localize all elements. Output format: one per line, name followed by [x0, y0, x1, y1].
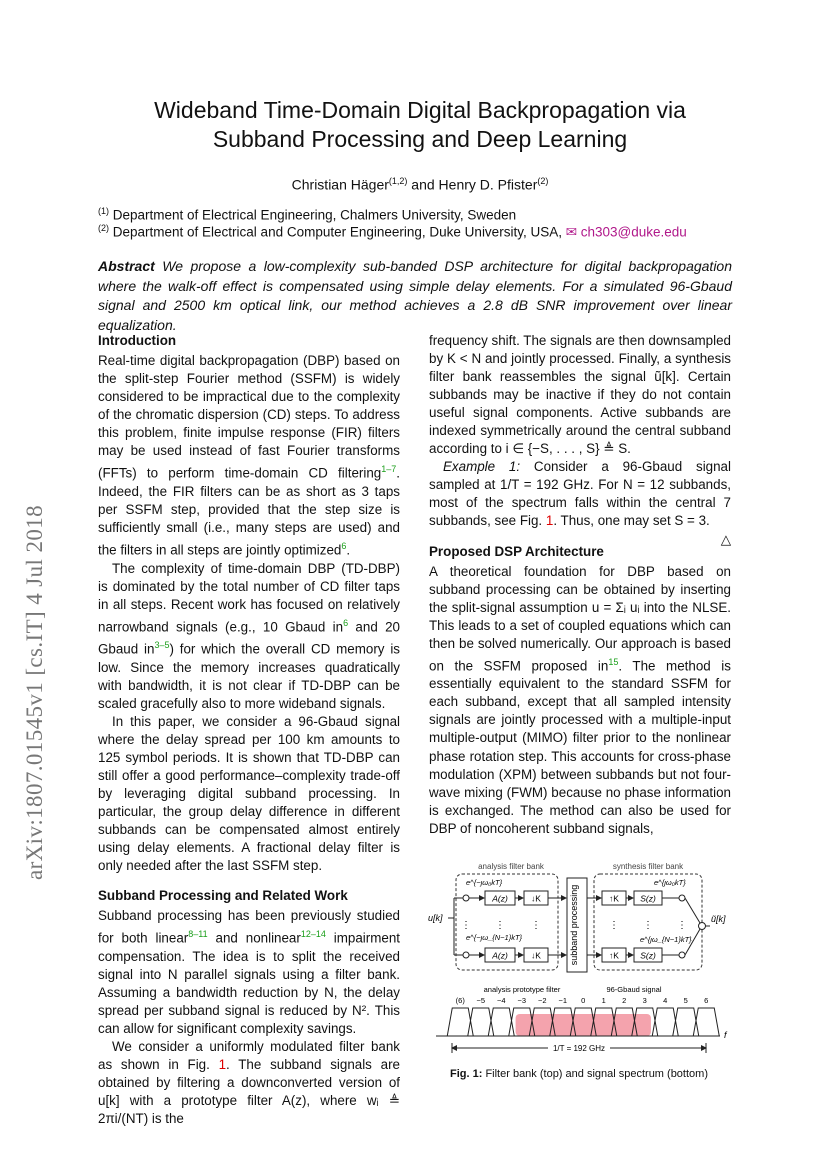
subband-index-label: −3	[517, 996, 527, 1005]
subband-filter-shape	[488, 1008, 514, 1036]
citation-link[interactable]: 8–11	[188, 929, 208, 940]
mixer-icon	[463, 895, 469, 901]
prototype-filter-caption: analysis prototype filter	[483, 985, 561, 994]
arxiv-stamp: arXiv:1807.01545v1 [cs.IT] 4 Jul 2018	[22, 504, 47, 880]
ellipsis-dots: ⋮	[531, 920, 541, 931]
abstract-label: Abstract	[98, 258, 155, 274]
signal-spectrum-region	[516, 1014, 651, 1036]
subband-index-label: (6)	[455, 996, 465, 1005]
example-paragraph: Example 1: Consider a 96-Gbaud signal sampled at 1/T = 192 GHz. For N = 12 subbands, most of the spectrum falls within the central 7 subbands, see Fig. 1. Thus, one may set S = 3. △	[429, 458, 731, 530]
subband-filter-shape	[447, 1008, 473, 1036]
mixer-icon	[679, 952, 685, 958]
section-heading-introduction: Introduction	[98, 333, 177, 348]
prototype-filter-label: A(z)	[492, 893, 508, 904]
mixer-icon	[679, 895, 685, 901]
downsampler-label: ↓K	[531, 893, 541, 904]
spectrum-plot	[436, 1008, 720, 1036]
example-label: Example 1:	[443, 459, 521, 475]
abstract	[98, 257, 732, 335]
title-line-1: Wideband Time-Domain Digital Backpropagation via	[154, 97, 686, 123]
upsampler-label: ↑K	[609, 893, 619, 904]
right-paragraph-1: frequency shift. The signals are then downsampled by K < N and jointly processed. Finally, a synthesis filter bank reassembles the signal ũ[k]. Certain subbands may be inactive if they do not contain useful signal components. Active subbands are indexed symmetrically around the central subband according to i ∈ {−S, . . . , S} ≜ S.	[429, 333, 731, 457]
architecture-paragraph: A theoretical foundation for DBP based on subband processing can be obtained by inserting the split-signal assumption u = Σᵢ uᵢ into the NLSE. This leads to a set of coupled equations which can then be solved numerically. Our approach is based on the SSFM proposed in$^{15}$. The method is essentially equivalent to the standard SSFM for each subband, except that all sampled intensity signals are jointly processed with a multiple-input multiple-output (MIMO) filter prior to the nonlinear phase rotation step. This accounts for cross-phase modulation (XPM) between subbands but not four-wave mixing (FWM) because no phase information is exchanged. The method can also be used for DBP of noncoherent subband signals,	[429, 563, 731, 836]
affiliation-1-mark: (1)	[98, 206, 109, 216]
right-column	[429, 332, 731, 838]
email-link[interactable]: ✉ ch303@duke.edu	[565, 224, 687, 240]
title-line-2: Subband Processing and Deep Learning	[212, 126, 628, 152]
intro-paragraph-2: The complexity of time-domain DBP (TD-DBP) is dominated by the total number of CD filter taps in all steps. Recent work has focused on relatively narrowband signals (e.g., 10 Gbaud in$^6$ and 20 Gbaud in$^{3-5}$) for which the overall CD memory is low. Since the memory increases quadratically with bandwidth, it is not clear if TD-DBP can be scaled gracefully also to more wideband signals.	[98, 560, 400, 711]
subband-processing-label: subband processing	[569, 884, 579, 966]
signal-caption: 96-Gbaud signal	[606, 985, 662, 994]
mixer-icon	[463, 952, 469, 958]
frequency-axis-label: f	[724, 1030, 727, 1040]
subband-index-label: 2	[622, 996, 627, 1005]
synthesis-filter-label: S(z)	[640, 950, 656, 961]
subband-index-label: −4	[496, 996, 506, 1005]
subband-index-label: 1	[601, 996, 606, 1005]
author-1-affil: (1,2)	[388, 176, 408, 186]
subband-index-label: −2	[537, 996, 547, 1005]
exp-bottom-right: e^{ȷω_{N−1}kT}	[640, 935, 692, 944]
ellipsis-dots: ⋮	[609, 920, 619, 931]
synthesis-filter-label: S(z)	[640, 893, 656, 904]
citation-link[interactable]: 6	[341, 540, 347, 551]
citation-link[interactable]: 6	[343, 617, 349, 628]
affiliation-1	[98, 206, 516, 223]
subband-paragraph-1: Subband processing has been previously studied for both linear$^{8-11}$ and nonlinear$^{12-14}$ impairment compensation. The idea is to split the received signal into N parallel signals using a filter bank. Assuming a bandwidth reduction by N, the delay spread per subband signal is reduced by N². This can allow for significant complexity savings.	[98, 908, 401, 1037]
example-end-mark: △	[720, 531, 731, 547]
citation-link[interactable]: 15	[608, 656, 619, 667]
intro-paragraph-3: In this paper, we consider a 96-Gbaud signal where the delay spread per 100 km amounts to 125 symbol periods. It is shown that TD-DBP can still offer a good performance–complexity trade-off by leveraging digital subband processing. In particular, the group delay difference in different subbands can be compensated almost entirely using delay elements. A fractional delay filter is only needed after the last SSFM step.	[98, 713, 400, 874]
span-label: 1/T = 192 GHz	[552, 1044, 606, 1053]
author-joiner: and Henry D. Pfister	[407, 176, 538, 193]
subband-index-label: −5	[476, 996, 486, 1005]
section-heading-subband: Subband Processing and Related Work	[98, 888, 348, 904]
citation-link[interactable]: 1–7	[381, 464, 397, 475]
author-2-affil: (2)	[537, 176, 549, 186]
ellipsis-dots: ⋮	[495, 920, 505, 931]
citation-link[interactable]: 12–14	[300, 929, 326, 940]
upsampler-label: ↑K	[609, 950, 619, 961]
citation-link[interactable]: 3–5	[154, 640, 170, 651]
branch-line	[685, 898, 700, 923]
subband-index-label: −1	[558, 996, 568, 1005]
subband-index-labels	[456, 996, 709, 1005]
subband-filter-shape	[468, 1008, 494, 1036]
exp-top-left: e^{−ȷω₀kT}	[466, 878, 503, 887]
figure-caption	[428, 1068, 730, 1080]
subband-filter-shape	[652, 1008, 678, 1036]
subband-filter-shape	[673, 1008, 699, 1036]
input-signal-label: u[k]	[428, 913, 443, 923]
output-signal-label: ũ[k]	[711, 914, 726, 924]
affiliation-2-mark: (2)	[98, 223, 109, 233]
author-list	[100, 176, 740, 193]
affiliation-2-text: Department of Electrical and Computer Engineering, Duke University, USA,	[109, 224, 566, 240]
exp-top-right: e^{ȷω₀kT}	[654, 878, 686, 887]
paper-title	[100, 96, 740, 154]
figure-caption-text: Filter bank (top) and signal spectrum (bottom)	[482, 1068, 708, 1080]
synthesis-filter-bank-label: synthesis filter bank	[612, 862, 684, 871]
ellipsis-dots: ⋮	[461, 920, 471, 931]
figure-ref-link[interactable]: 1	[218, 1057, 227, 1073]
author-1: Christian Häger	[291, 176, 389, 193]
subband-index-label: 4	[663, 996, 668, 1005]
downsampler-label: ↓K	[531, 950, 541, 961]
subband-paragraph-2: We consider a uniformly modulated filter bank as shown in Fig. 1. The subband signals are obtained by filtering a downconverted version of u[k] with a prototype filter A(z), where wᵢ ≜ 2πi/(NT) is the	[98, 1039, 400, 1127]
subband-filter-shape	[693, 1008, 719, 1036]
figure-caption-label: Fig. 1:	[450, 1068, 483, 1080]
intro-paragraph-1: Real-time digital backpropagation (DBP) based on the split-step Fourier method (SSFM) is widely considered to be impractical due to the complexity of the chromatic dispersion (CD) steps. To address this problem, finite impulse response (FIR) filters may be used instead of fast Fourier transforms (FFTs) to perform time-domain CD filtering$^{1-7}$. Indeed, the FIR filters can be as short as 3 taps per SSFM step, provided that the step size is sufficiently small (i.e., many steps are used) and the filters in all steps are jointly optimized$^6$.	[98, 353, 400, 558]
ellipsis-dots: ⋮	[643, 920, 653, 931]
exp-bottom-left: e^{−ȷω_{N−1}kT}	[466, 933, 523, 942]
subband-index-label: 0	[581, 996, 586, 1005]
left-column	[98, 332, 400, 1128]
section-heading-architecture: Proposed DSP Architecture	[429, 543, 604, 559]
subband-index-label: 5	[683, 996, 688, 1005]
ellipsis-dots: ⋮	[677, 920, 687, 931]
abstract-text: We propose a low-complexity sub-banded DSP architecture for digital backpropagation where the walk-off effect is compensated using simple delay elements. For a simulated 96-Gbaud signal and 2500 km optical link, our method achieves a 2.8 dB SNR improvement over linear equalization.	[98, 258, 732, 333]
subband-index-label: 6	[704, 996, 709, 1005]
affiliation-2	[98, 223, 687, 241]
sum-node-icon	[699, 923, 706, 930]
figure-1	[428, 858, 732, 1064]
affiliation-1-text: Department of Electrical Engineering, Chalmers University, Sweden	[109, 207, 517, 223]
figure-ref-link[interactable]: 1	[545, 513, 554, 529]
prototype-filter-label: A(z)	[492, 950, 508, 961]
subband-index-label: 3	[642, 996, 647, 1005]
analysis-filter-bank-label: analysis filter bank	[478, 862, 544, 871]
